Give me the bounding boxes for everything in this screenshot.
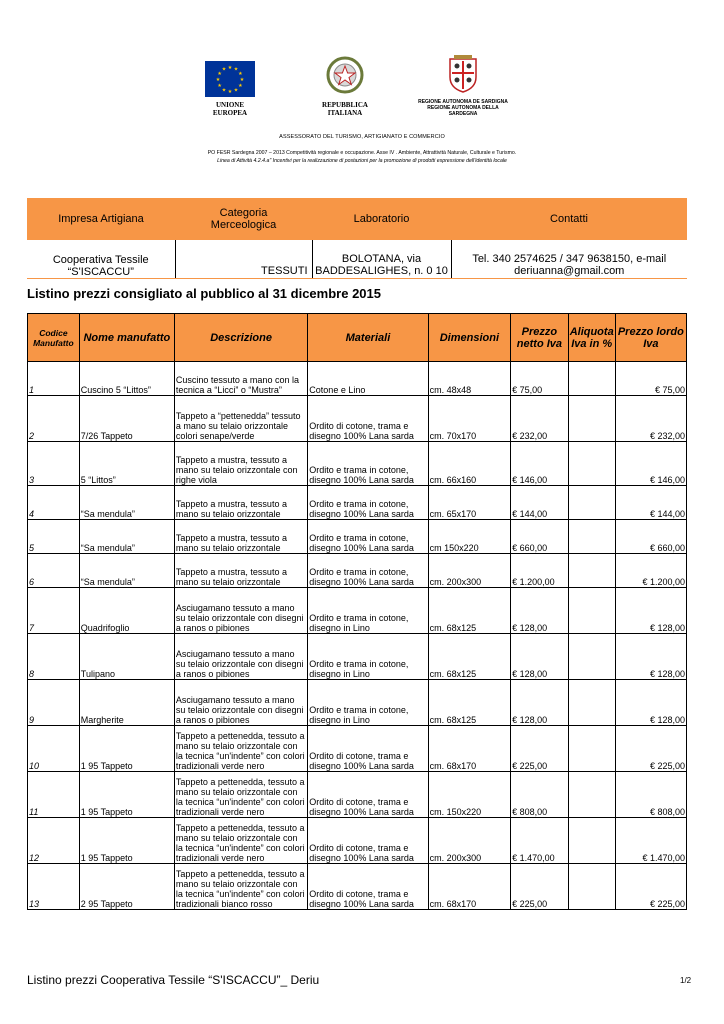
col-header-prezzo-netto: Prezzo netto Iva <box>511 314 569 362</box>
cell-nome: 7/26 Tappeto <box>79 396 174 442</box>
cell-descrizione: Tappeto a mustra, tessuto a mano su telaio orizzontale <box>174 486 307 520</box>
cell-nome: 5 “Littos” <box>79 442 174 486</box>
cell-dimensioni: cm. 68x125 <box>428 680 511 726</box>
cell-codice: 9 <box>28 680 80 726</box>
table-row <box>28 772 687 818</box>
cell-prezzo-lordo: € 660,00 <box>615 520 686 554</box>
sardinia-crest-icon <box>446 55 480 93</box>
cell-descrizione: Tappeto a pettenedda, tessuto a mano su telaio orizzontale con la tecnica “un'indente” con colori tradizionali verde nero <box>174 818 307 864</box>
cell-codice: 2 <box>28 396 80 442</box>
col-header-aliquota: Aliquota Iva in % <box>568 314 615 362</box>
cell-materiali: Ordito di cotone, trama e disegno 100% Lana sarda <box>308 396 428 442</box>
cell-descrizione: Tappeto a mustra, tessuto a mano su telaio orizzontale <box>174 554 307 588</box>
cell-codice: 11 <box>28 772 80 818</box>
cell-dimensioni: cm. 68x125 <box>428 588 511 634</box>
cell-nome: Quadrifoglio <box>79 588 174 634</box>
col-header-nome: Nome manufatto <box>79 314 174 362</box>
cell-nome: “Sa mendula” <box>79 520 174 554</box>
svg-text:★: ★ <box>238 83 243 89</box>
cell-materiali: Ordito e trama in cotone, disegno in Lino <box>308 634 428 680</box>
page-number: 1/2 <box>680 976 692 985</box>
cell-aliquota <box>568 362 615 396</box>
cell-materiali: Ordito e trama in cotone, disegno 100% Lana sarda <box>308 442 428 486</box>
cell-codice: 7 <box>28 588 80 634</box>
cell-prezzo-netto: € 225,00 <box>511 864 569 910</box>
cell-prezzo-lordo: € 808,00 <box>615 772 686 818</box>
cell-materiali: Ordito di cotone, trama e disegno 100% Lana sarda <box>308 818 428 864</box>
price-header-row <box>28 314 687 362</box>
col-header-prezzo-lordo: Prezzo lordo Iva <box>615 314 686 362</box>
cell-dimensioni: cm. 200x300 <box>428 554 511 588</box>
cell-aliquota <box>568 818 615 864</box>
cell-prezzo-lordo: € 1.200,00 <box>615 554 686 588</box>
cell-prezzo-netto: € 232,00 <box>511 396 569 442</box>
cell-dimensioni: cm. 65x170 <box>428 486 511 520</box>
info-row <box>27 240 687 279</box>
cell-materiali: Ordito di cotone, trama e disegno 100% Lana sarda <box>308 772 428 818</box>
eu-logo <box>200 55 260 117</box>
svg-text:★: ★ <box>217 83 222 89</box>
linea-attivita-text: Linea di Attività 4.2.4.a" Incentivi per la realizzazione di postazioni per la promozione di prodotti espressione dell'identità locale <box>217 158 507 164</box>
cell-aliquota <box>568 442 615 486</box>
svg-text:★: ★ <box>227 89 233 95</box>
cell-materiali: Ordito e trama in cotone, disegno in Lino <box>308 588 428 634</box>
info-header: Laboratorio <box>312 198 451 240</box>
cell-nome: Cuscino 5 “Littos” <box>79 362 174 396</box>
cell-aliquota <box>568 554 615 588</box>
cell-descrizione: Tappeto a pettenedda, tessuto a mano su telaio orizzontale con la tecnica “un'indente” con colori tradizionali bianco rosso <box>174 864 307 910</box>
cell-aliquota <box>568 634 615 680</box>
cell-dimensioni: cm. 68x125 <box>428 634 511 680</box>
table-row <box>28 726 687 772</box>
table-row <box>28 554 687 588</box>
cell-prezzo-lordo: € 225,00 <box>615 864 686 910</box>
cell-materiali: Ordito e trama in cotone, disegno in Lino <box>308 680 428 726</box>
col-header-descrizione: Descrizione <box>174 314 307 362</box>
info-header-row <box>27 198 687 240</box>
italy-logo <box>305 55 385 117</box>
col-header-dimensioni: Dimensioni <box>428 314 511 362</box>
info-cell-impresa: Cooperativa Tessile “S'ISCACCU” <box>27 240 175 279</box>
cell-descrizione: Tappeto a pettenedda, tessuto a mano su telaio orizzontale con la tecnica “un'indente” con colori tradizionali verde nero <box>174 772 307 818</box>
svg-text:★: ★ <box>227 65 233 71</box>
cell-prezzo-netto: € 128,00 <box>511 680 569 726</box>
cell-nome: Margherite <box>79 680 174 726</box>
cell-nome: 1 95 Tappeto <box>79 818 174 864</box>
col-header-codice: Codice Manufatto <box>28 314 80 362</box>
cell-prezzo-lordo: € 225,00 <box>615 726 686 772</box>
info-header: Categoria Merceologica <box>175 198 312 240</box>
cell-materiali: Ordito e trama in cotone, disegno 100% Lana sarda <box>308 520 428 554</box>
cell-descrizione: Asciugamano tessuto a mano su telaio orizzontale con disegni a ranos o pibiones <box>174 634 307 680</box>
info-table <box>27 198 687 279</box>
cell-dimensioni: cm. 48x48 <box>428 362 511 396</box>
cell-descrizione: Asciugamano tessuto a mano su telaio orizzontale con disegni a ranos o pibiones <box>174 680 307 726</box>
svg-text:★: ★ <box>233 87 239 94</box>
table-row <box>28 680 687 726</box>
italy-label: REPUBBLICA ITALIANA <box>322 101 368 117</box>
sardinia-label <box>418 99 508 117</box>
cell-dimensioni: cm. 150x220 <box>428 772 511 818</box>
cell-materiali: Ordito e trama in cotone, disegno 100% Lana sarda <box>308 486 428 520</box>
cell-materiali: Ordito di cotone, trama e disegno 100% Lana sarda <box>308 726 428 772</box>
svg-text:★: ★ <box>221 66 227 73</box>
table-row <box>28 588 687 634</box>
cell-nome: “Sa mendula” <box>79 486 174 520</box>
footer-text: Listino prezzi Cooperativa Tessile “S'ISCACCU”_ Deriu <box>27 973 320 987</box>
cell-dimensioni: cm 150x220 <box>428 520 511 554</box>
cell-materiali: Ordito di cotone, trama e disegno 100% Lana sarda <box>308 864 428 910</box>
svg-text:★: ★ <box>239 77 245 83</box>
cell-dimensioni: cm. 68x170 <box>428 864 511 910</box>
sardinia-label-line1: REGIONE AUTONOMA DE SARDIGNA <box>418 99 508 105</box>
cell-materiali: Cotone e Lino <box>308 362 428 396</box>
cell-codice: 5 <box>28 520 80 554</box>
svg-text:★: ★ <box>215 77 221 83</box>
cell-dimensioni: cm. 66x160 <box>428 442 511 486</box>
cell-nome: Tulipano <box>79 634 174 680</box>
eu-label: UNIONE EUROPEA <box>212 101 248 117</box>
listino-title: Listino prezzi consigliato al pubblico al 31 dicembre 2015 <box>27 286 381 301</box>
cell-prezzo-netto: € 128,00 <box>511 588 569 634</box>
cell-codice: 12 <box>28 818 80 864</box>
cell-descrizione: Cuscino tessuto a mano con la tecnica a “Licci” o “Mustra” <box>174 362 307 396</box>
table-row <box>28 818 687 864</box>
cell-prezzo-lordo: € 128,00 <box>615 634 686 680</box>
cell-codice: 4 <box>28 486 80 520</box>
table-row <box>28 634 687 680</box>
info-cell-contatti: Tel. 340 2574625 / 347 9638150, e-mail deriuanna@gmail.com <box>451 240 687 279</box>
cell-codice: 10 <box>28 726 80 772</box>
price-table <box>27 313 687 910</box>
cell-prezzo-lordo: € 128,00 <box>615 680 686 726</box>
sardinia-label-line2: REGIONE AUTONOMA DELLA SARDEGNA <box>427 105 499 117</box>
info-cell-laboratorio: BOLOTANA, via BADDESALIGHES, n. 0 10 <box>312 240 451 279</box>
svg-text:★: ★ <box>233 66 239 73</box>
cell-descrizione: Tappeto a mustra, tessuto a mano su telaio orizzontale con righe viola <box>174 442 307 486</box>
cell-prezzo-netto: € 808,00 <box>511 772 569 818</box>
cell-dimensioni: cm. 200x300 <box>428 818 511 864</box>
cell-aliquota <box>568 588 615 634</box>
info-cell-categoria: TESSUTI <box>175 240 312 279</box>
po-fesr-text: PO FESR Sardegna 2007 – 2013 Competitività regionale e occupazione. Asse IV . Ambiente, Attrattività Naturale, Culturale e Turismo. <box>207 150 517 156</box>
cell-aliquota <box>568 486 615 520</box>
cell-descrizione: Tappeto a pettenedda, tessuto a mano su telaio orizzontale con la tecnica “un'indente” con colori tradizionali verde nero <box>174 726 307 772</box>
svg-text:★: ★ <box>217 71 222 77</box>
cell-prezzo-lordo: € 144,00 <box>615 486 686 520</box>
cell-prezzo-lordo: € 1.470,00 <box>615 818 686 864</box>
cell-descrizione: Tappeto a “pettenedda” tessuto a mano su telaio orizzontale colori senape/verde <box>174 396 307 442</box>
cell-codice: 8 <box>28 634 80 680</box>
svg-text:★: ★ <box>221 87 227 94</box>
cell-aliquota <box>568 520 615 554</box>
cell-prezzo-lordo: € 146,00 <box>615 442 686 486</box>
cell-prezzo-lordo: € 232,00 <box>615 396 686 442</box>
cell-aliquota <box>568 772 615 818</box>
table-row <box>28 520 687 554</box>
cell-prezzo-netto: € 225,00 <box>511 726 569 772</box>
cell-codice: 3 <box>28 442 80 486</box>
cell-prezzo-lordo: € 75,00 <box>615 362 686 396</box>
cell-dimensioni: cm. 70x170 <box>428 396 511 442</box>
cell-codice: 13 <box>28 864 80 910</box>
table-row <box>28 396 687 442</box>
price-table-body <box>28 362 687 910</box>
assessorato-heading: ASSESSORATO DEL TURISMO, ARTIGIANATO E COMMERCIO <box>279 134 445 140</box>
table-row <box>28 486 687 520</box>
cell-aliquota <box>568 726 615 772</box>
cell-materiali: Ordito e trama in cotone, disegno 100% Lana sarda <box>308 554 428 588</box>
cell-aliquota <box>568 680 615 726</box>
cell-nome: 1 95 Tappeto <box>79 772 174 818</box>
col-header-materiali: Materiali <box>308 314 428 362</box>
cell-prezzo-netto: € 75,00 <box>511 362 569 396</box>
cell-prezzo-netto: € 1.470,00 <box>511 818 569 864</box>
table-row <box>28 362 687 396</box>
table-row <box>28 442 687 486</box>
info-header: Contatti <box>451 198 687 240</box>
cell-descrizione: Asciugamano tessuto a mano su telaio orizzontale con disegni a ranos o pibiones <box>174 588 307 634</box>
cell-prezzo-netto: € 144,00 <box>511 486 569 520</box>
cell-nome: 2 95 Tappeto <box>79 864 174 910</box>
cell-dimensioni: cm. 68x170 <box>428 726 511 772</box>
logo-bar <box>0 55 724 125</box>
cell-prezzo-netto: € 1.200,00 <box>511 554 569 588</box>
svg-text:★: ★ <box>238 71 243 77</box>
cell-aliquota <box>568 396 615 442</box>
eu-flag-icon <box>205 61 255 97</box>
cell-prezzo-netto: € 128,00 <box>511 634 569 680</box>
cell-prezzo-lordo: € 128,00 <box>615 588 686 634</box>
italian-emblem-icon <box>325 55 365 95</box>
sardinia-logo <box>418 55 508 117</box>
table-row <box>28 864 687 910</box>
cell-codice: 1 <box>28 362 80 396</box>
cell-aliquota <box>568 864 615 910</box>
cell-prezzo-netto: € 146,00 <box>511 442 569 486</box>
cell-descrizione: Tappeto a mustra, tessuto a mano su telaio orizzontale <box>174 520 307 554</box>
cell-nome: “Sa mendula” <box>79 554 174 588</box>
cell-nome: 1 95 Tappeto <box>79 726 174 772</box>
info-header: Impresa Artigiana <box>27 198 175 240</box>
cell-prezzo-netto: € 660,00 <box>511 520 569 554</box>
cell-codice: 6 <box>28 554 80 588</box>
